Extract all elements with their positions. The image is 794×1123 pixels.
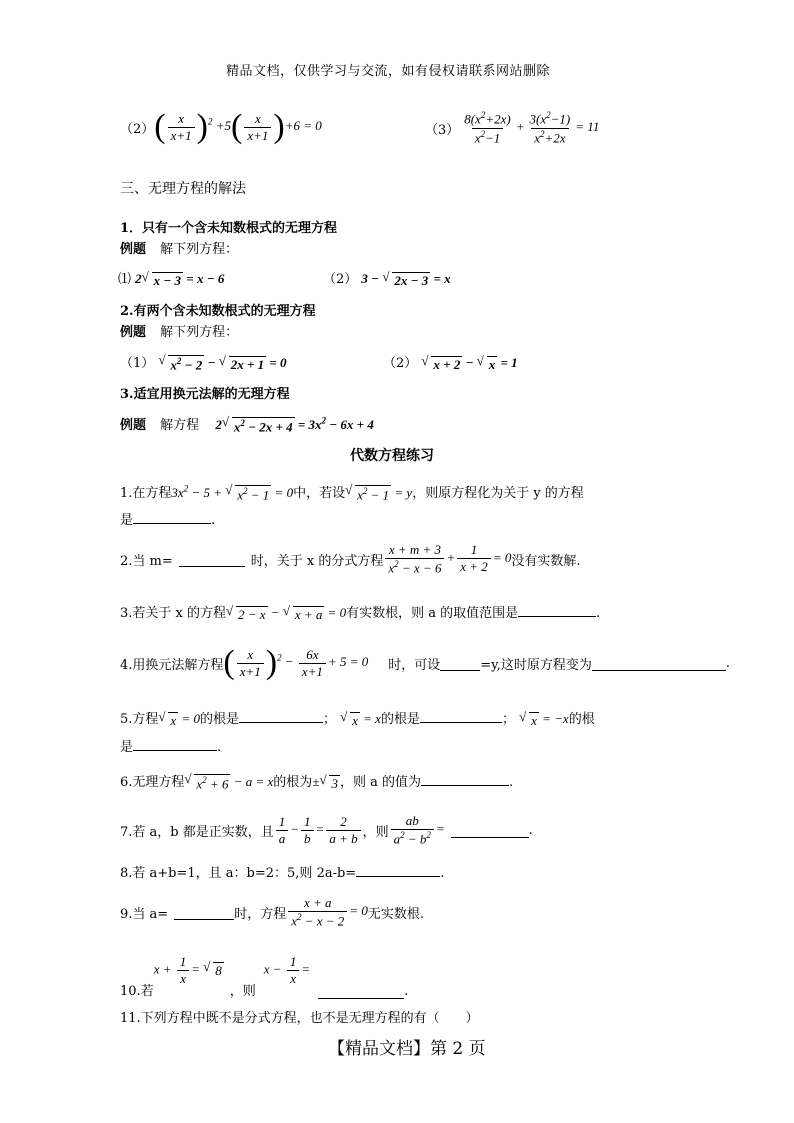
problem-1-text-c: ，则原方程化为关于 y 的方程: [412, 486, 584, 501]
problem-2-text-b: 时，关于 x 的分式方程: [250, 553, 384, 569]
page-footer: 【精品文档】第 2 页: [328, 1039, 486, 1059]
example-2: [120, 321, 238, 340]
problem-2-text-a: 2.当 m=: [120, 553, 173, 569]
problem-6-text-a: 6.无理方程: [120, 775, 185, 790]
equation-2: [120, 102, 322, 152]
problem-2: 2.当 m= 时，关于 x 的分式方程 $\frac{x + m + 3}{x^2 - x - 6}$ + $\frac{1}{x + 2}$ = 0 没有实数解.: [120, 541, 581, 576]
problem-1-line-2: 是 .: [120, 509, 215, 528]
problem-2-text-c: 没有实数解.: [511, 553, 581, 569]
problem-1-text-d: 是: [120, 513, 134, 528]
problem-8-text: 8.若 a+b=1，且 a：b=2：5,则 2a-b=: [120, 866, 357, 881]
example-label: 例题: [120, 325, 147, 340]
problem-9-text-a: 9.当 a=: [120, 906, 169, 922]
problem-10-text-a: 10.若: [120, 984, 154, 999]
question-label: （2）: [383, 356, 418, 371]
example-label: 例题: [120, 418, 147, 433]
problem-8: 8.若 a+b=1，且 a：b=2：5,则 2a-b= .: [120, 862, 444, 881]
subsection-2-title: 2.有两个含未知数根式的无理方程: [120, 304, 316, 319]
equation-3: [425, 106, 599, 150]
sub2-question-2: （2） √ x + 2 − √ x = 1: [383, 352, 518, 372]
problem-1-text-a: 1.在方程: [120, 486, 172, 501]
answer-blank[interactable]: [133, 736, 217, 751]
answer-blank[interactable]: [318, 984, 404, 999]
answer-blank[interactable]: [592, 656, 726, 671]
problem-1: 1.在方程$3x^2 - 5$ + √ $x^2 - 1 = 0$中，若设 √ $x^2 - 1 = y$，则原方程化为关于 y 的方程: [120, 481, 584, 503]
problem-4-text-c: =y,这时原方程变为: [480, 657, 592, 673]
problem-7: 7.若 a，b 都是正实数，且 $\frac{1}{a}$ − $\frac{1}{b}$ = $\frac{2}{a + b}$ ，则 $\frac{ab}{a^2 - b^2}$ = .: [120, 812, 533, 847]
answer-blank[interactable]: [451, 823, 529, 838]
answer-blank[interactable]: [174, 905, 234, 920]
problem-11: 11.下列方程中既不是分式方程，也不是无理方程的有（ ）: [120, 1011, 479, 1026]
problem-5-text-b: 的根是: [199, 712, 239, 727]
answer-blank[interactable]: [239, 708, 323, 723]
question-label: ⑴: [118, 272, 132, 287]
problem-7-text-a: 7.若 a，b 都是正实数，且: [120, 824, 274, 840]
answer-blank[interactable]: [356, 862, 440, 877]
problem-3-text-b: 有实数根，则 a 的取值范围是: [346, 606, 519, 621]
problem-9-text-b: 时，方程: [234, 906, 287, 922]
problem-4-text-a: 4.用换元法解方程: [120, 657, 224, 673]
equation-3-label: （3）: [425, 122, 460, 138]
answer-blank[interactable]: [420, 708, 502, 723]
problem-5: 5.方程 √ x = 0的根是 ； √ x = x的根是 ； √ x = −x的根: [120, 708, 595, 728]
problem-6: 6.无理方程 √ $x^2 + 6 - a = x$的根为± √ 3 ，则 a 的值为 .: [120, 770, 514, 792]
answer-blank[interactable]: [133, 509, 211, 524]
question-label: （1）: [120, 356, 155, 371]
problem-7-text-b: ，则: [362, 824, 389, 840]
section-3-title: 三、无理方程的解法: [120, 181, 246, 197]
example-1: [120, 238, 238, 257]
problem-4: 4.用换元法解方程 ( $\frac{x}{x+1}$ )$^2$ − $\frac{6x}{x+1}$ + 5 = 0 时，可设 =y,这时原方程变为 .: [120, 644, 731, 681]
problem-10: 10.若 x + $\frac{1}{x}$ = √ 8 ，则 x − $\frac{1}{x}$ = .: [120, 954, 409, 999]
page-header: 精品文档，仅供学习与交流，如有侵权请联系网站删除: [226, 64, 551, 79]
example-text: 解下列方程：: [160, 242, 239, 257]
answer-blank[interactable]: [518, 602, 596, 617]
question-label: （2）: [323, 272, 358, 287]
problem-10-text-b: ，则: [229, 984, 256, 999]
problem-5-text-c: 的根是: [380, 712, 420, 727]
problem-9: 9.当 a= 时，方程 $\frac{x + a}{x^2 - x - 2}$ = 0 无实数根.: [120, 894, 424, 929]
problem-3: 3.若关于 x 的方程 √ 2 − x − √ x + a = 0有实数根，则 a 的取值范围是 .: [120, 602, 601, 622]
problem-5-line-2: 是 .: [120, 736, 221, 755]
subsection-3-title: 3.适宜用换元法解的无理方程: [120, 387, 290, 402]
example-label: 例题: [120, 242, 147, 257]
answer-blank[interactable]: [440, 656, 480, 671]
problem-5-text-e: 是: [120, 740, 134, 755]
sub1-question-1: ⑴ 2 √ x − 3 = x − 6: [118, 268, 225, 288]
problem-1-text-b: 中，若设: [293, 486, 346, 501]
subsection-1-title: 1．只有一个含未知数根式的无理方程: [120, 221, 338, 236]
problem-3-text-a: 3.若关于 x 的方程: [120, 606, 226, 621]
sub2-question-1: （1） √ $x^2 - 2$ − √ 2x + 1 = 0: [120, 351, 287, 373]
answer-blank[interactable]: [179, 552, 245, 567]
problem-6-text-b: 的根为: [273, 775, 313, 790]
problem-9-text-c: 无实数根.: [367, 906, 424, 922]
problem-5-text-a: 5.方程: [120, 712, 159, 727]
example-text: 解下列方程：: [160, 325, 239, 340]
equation-3-expr: $\frac{8(x^2+2x)}{x^2-1}$ + $\frac{3(x^2-1)}{x^2+2x}$ = 11: [464, 110, 600, 145]
equation-2-expr: ( $\frac{x}{x+1}$ )$^2$ +5( $\frac{x}{x+1}$ )+6 = 0: [154, 108, 322, 145]
answer-blank[interactable]: [421, 771, 509, 786]
practice-title: 代数方程练习: [350, 448, 434, 464]
problem-6-text-c: ，则 a 的值为: [339, 775, 421, 790]
problem-5-text-d: 的根: [568, 712, 595, 727]
example-text: 解方程: [160, 418, 200, 433]
sub1-question-2: （2） 3 − √ 2x − 3 = x: [323, 268, 451, 288]
equation-2-label: （2）: [120, 121, 155, 137]
example-3: 例题 解方程 2 √ $x^2 - 2x + 4 = 3x^2 - 6x + 4$: [120, 413, 374, 435]
problem-4-text-b: 时，可设: [388, 657, 441, 673]
